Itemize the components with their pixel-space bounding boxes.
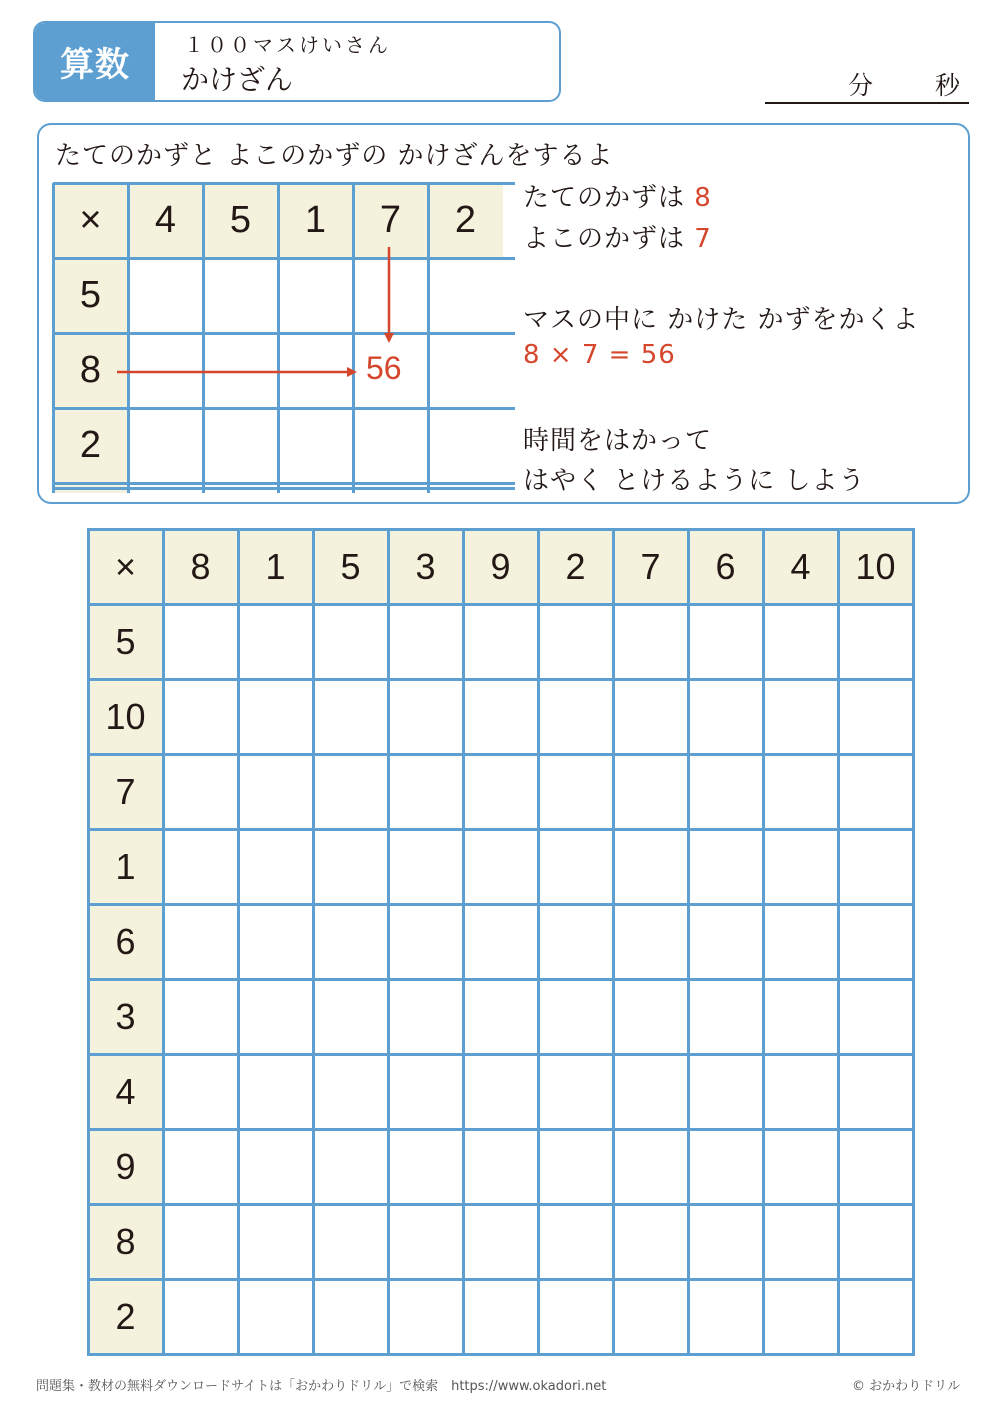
answer-cell[interactable]	[463, 979, 538, 1054]
minutes-label: 分	[848, 71, 874, 100]
answer-cell[interactable]	[838, 604, 913, 679]
example-row-header: 2	[53, 408, 128, 483]
grid-line	[912, 528, 915, 1356]
example-instruction: たてのかずと よこのかずの かけざんをするよ	[55, 141, 614, 171]
answer-cell[interactable]	[238, 1279, 313, 1354]
answer-cell[interactable]	[238, 904, 313, 979]
grid-line	[162, 528, 165, 1356]
answer-cell[interactable]	[838, 1054, 913, 1129]
column-header: 3	[388, 529, 463, 604]
column-header: 1	[238, 529, 313, 604]
grid-line	[237, 528, 240, 1356]
column-header: 4	[763, 529, 838, 604]
example-answer: 56	[366, 350, 402, 386]
answer-cell[interactable]	[463, 904, 538, 979]
column-header: 9	[463, 529, 538, 604]
answer-cell[interactable]	[313, 829, 388, 904]
answer-cell[interactable]	[313, 1129, 388, 1204]
example-column-header: 2	[428, 183, 503, 258]
answer-cell[interactable]	[763, 604, 838, 679]
grid-corner: ×	[88, 529, 163, 604]
answer-cell[interactable]	[163, 754, 238, 829]
yoko-value: 7	[694, 224, 712, 254]
answer-cell[interactable]	[463, 1054, 538, 1129]
answer-cell[interactable]	[163, 1204, 238, 1279]
subject-tab: 算数	[35, 23, 155, 100]
answer-cell[interactable]	[163, 979, 238, 1054]
answer-cell[interactable]	[688, 1279, 763, 1354]
answer-cell[interactable]	[238, 679, 313, 754]
answer-cell[interactable]	[613, 904, 688, 979]
answer-cell[interactable]	[763, 829, 838, 904]
answer-cell[interactable]	[538, 1279, 613, 1354]
answer-cell[interactable]	[388, 904, 463, 979]
grid-line	[87, 678, 915, 681]
grid-line	[87, 1053, 915, 1056]
answer-cell[interactable]	[388, 829, 463, 904]
example-row-header: 8	[53, 333, 128, 408]
answer-cell[interactable]	[238, 1204, 313, 1279]
yoko-label: よこのかずは	[523, 224, 686, 254]
answer-cell[interactable]	[238, 1054, 313, 1129]
answer-cell[interactable]	[538, 1204, 613, 1279]
answer-cell[interactable]	[688, 1129, 763, 1204]
grid-line	[87, 753, 915, 756]
answer-cell[interactable]	[763, 1204, 838, 1279]
answer-cell[interactable]	[313, 604, 388, 679]
answer-cell[interactable]	[388, 754, 463, 829]
answer-cell[interactable]	[613, 754, 688, 829]
grid-line	[87, 1353, 915, 1356]
row-header: 7	[88, 754, 163, 829]
answer-cell[interactable]	[688, 604, 763, 679]
answer-cell[interactable]	[613, 1054, 688, 1129]
answer-cell[interactable]	[313, 1279, 388, 1354]
answer-cell[interactable]	[763, 979, 838, 1054]
answer-cell[interactable]	[613, 979, 688, 1054]
example-column-header: 4	[128, 183, 203, 258]
answer-cell[interactable]	[538, 904, 613, 979]
grid-line	[537, 528, 540, 1356]
grid-line	[462, 528, 465, 1356]
grid-line	[87, 1278, 915, 1281]
row-header: 1	[88, 829, 163, 904]
answer-cell[interactable]	[313, 904, 388, 979]
example-row-header: 5	[53, 258, 128, 333]
answer-cell[interactable]	[163, 679, 238, 754]
answer-cell[interactable]	[688, 829, 763, 904]
tate-value: 8	[694, 183, 712, 213]
answer-cell[interactable]	[463, 679, 538, 754]
answer-cell[interactable]	[688, 754, 763, 829]
answer-cell[interactable]	[463, 1279, 538, 1354]
answer-cell[interactable]	[238, 829, 313, 904]
row-header: 8	[88, 1204, 163, 1279]
answer-cell[interactable]	[688, 979, 763, 1054]
column-header: 10	[838, 529, 913, 604]
answer-cell[interactable]	[313, 1054, 388, 1129]
grid-line	[87, 1203, 915, 1206]
grid-line	[87, 978, 915, 981]
example-column-header: 7	[353, 183, 428, 258]
answer-cell[interactable]	[838, 1279, 913, 1354]
answer-cell[interactable]	[763, 1054, 838, 1129]
write-note: マスの中に かけた かずをかくよ	[523, 305, 920, 335]
answer-cell[interactable]	[838, 679, 913, 754]
grid-line	[312, 528, 315, 1356]
answer-cell[interactable]	[763, 1129, 838, 1204]
grid-line	[87, 603, 915, 606]
answer-cell[interactable]	[238, 754, 313, 829]
grid-line	[87, 528, 90, 1356]
example-column-header: 5	[203, 183, 278, 258]
tate-label: たてのかずは	[523, 183, 686, 213]
answer-cell[interactable]	[688, 1054, 763, 1129]
answer-cell[interactable]	[763, 679, 838, 754]
grid-line	[87, 528, 915, 531]
column-header: 5	[313, 529, 388, 604]
row-header: 4	[88, 1054, 163, 1129]
answer-cell[interactable]	[163, 904, 238, 979]
answer-cell[interactable]	[388, 1204, 463, 1279]
answer-cell[interactable]	[613, 1129, 688, 1204]
answer-cell[interactable]	[313, 979, 388, 1054]
answer-cell[interactable]	[388, 604, 463, 679]
answer-cell[interactable]	[463, 604, 538, 679]
answer-cell[interactable]	[388, 979, 463, 1054]
answer-cell[interactable]	[163, 1279, 238, 1354]
answer-cell[interactable]	[538, 754, 613, 829]
answer-cell[interactable]	[463, 1204, 538, 1279]
answer-cell[interactable]	[688, 1204, 763, 1279]
column-header: 7	[613, 529, 688, 604]
row-header: 10	[88, 679, 163, 754]
answer-cell[interactable]	[163, 829, 238, 904]
row-header: 6	[88, 904, 163, 979]
answer-cell[interactable]	[538, 1129, 613, 1204]
answer-cell[interactable]	[838, 1204, 913, 1279]
row-header: 9	[88, 1129, 163, 1204]
answer-cell[interactable]	[313, 679, 388, 754]
answer-cell[interactable]	[688, 679, 763, 754]
tip-line-2: はやく とけるように しよう	[523, 466, 866, 496]
column-header: 8	[163, 529, 238, 604]
answer-cell[interactable]	[538, 829, 613, 904]
seconds-label: 秒	[935, 71, 961, 100]
answer-cell[interactable]	[238, 979, 313, 1054]
tate-note	[523, 177, 712, 214]
column-header: 2	[538, 529, 613, 604]
equation: 8 × 7 = 56	[523, 340, 676, 370]
answer-cell[interactable]	[538, 679, 613, 754]
grid-line	[87, 903, 915, 906]
answer-cell[interactable]	[463, 829, 538, 904]
row-header: 3	[88, 979, 163, 1054]
answer-cell[interactable]	[388, 1129, 463, 1204]
answer-cell[interactable]	[538, 604, 613, 679]
answer-cell[interactable]	[313, 754, 388, 829]
example-corner: ×	[53, 183, 128, 258]
answer-cell[interactable]	[463, 1129, 538, 1204]
answer-cell[interactable]	[163, 604, 238, 679]
row-header: 5	[88, 604, 163, 679]
answer-cell[interactable]	[613, 1204, 688, 1279]
answer-cell[interactable]	[238, 604, 313, 679]
grid-line	[87, 1128, 915, 1131]
answer-cell[interactable]	[538, 979, 613, 1054]
tip-line-1: 時間をはかって	[523, 426, 713, 456]
answer-cell[interactable]	[688, 904, 763, 979]
answer-cell[interactable]	[388, 1279, 463, 1354]
grid-line	[87, 828, 915, 831]
grid-line	[687, 528, 690, 1356]
footer-source: 問題集・教材の無料ダウンロードサイトは「おかわりドリル」で検索 https://www.okadori.net	[36, 1379, 607, 1394]
answer-cell[interactable]	[838, 754, 913, 829]
answer-cell[interactable]	[763, 754, 838, 829]
answer-cell[interactable]	[163, 1129, 238, 1204]
answer-cell[interactable]	[613, 679, 688, 754]
page-title: かけざん	[181, 63, 294, 96]
example-column-header: 1	[278, 183, 353, 258]
answer-cell[interactable]	[163, 1054, 238, 1129]
grid-line	[387, 528, 390, 1356]
footer-copyright: © おかわりドリル	[852, 1379, 961, 1394]
grid-line	[762, 528, 765, 1356]
answer-cell[interactable]	[313, 1204, 388, 1279]
answer-cell[interactable]	[238, 1129, 313, 1204]
answer-cell[interactable]	[613, 604, 688, 679]
answer-cell[interactable]	[838, 979, 913, 1054]
answer-cell[interactable]	[838, 829, 913, 904]
answer-cell[interactable]	[613, 829, 688, 904]
grid-line	[837, 528, 840, 1356]
answer-cell[interactable]	[388, 679, 463, 754]
grid-line	[612, 528, 615, 1356]
column-header: 6	[688, 529, 763, 604]
answer-cell[interactable]	[538, 1054, 613, 1129]
answer-cell[interactable]	[463, 754, 538, 829]
answer-cell[interactable]	[838, 1129, 913, 1204]
yoko-note	[523, 218, 712, 255]
answer-cell[interactable]	[763, 1279, 838, 1354]
series-label: １００マスけいさん	[184, 33, 391, 57]
answer-cell[interactable]	[613, 1279, 688, 1354]
row-header: 2	[88, 1279, 163, 1354]
answer-cell[interactable]	[388, 1054, 463, 1129]
answer-cell[interactable]	[763, 904, 838, 979]
answer-cell[interactable]	[838, 904, 913, 979]
